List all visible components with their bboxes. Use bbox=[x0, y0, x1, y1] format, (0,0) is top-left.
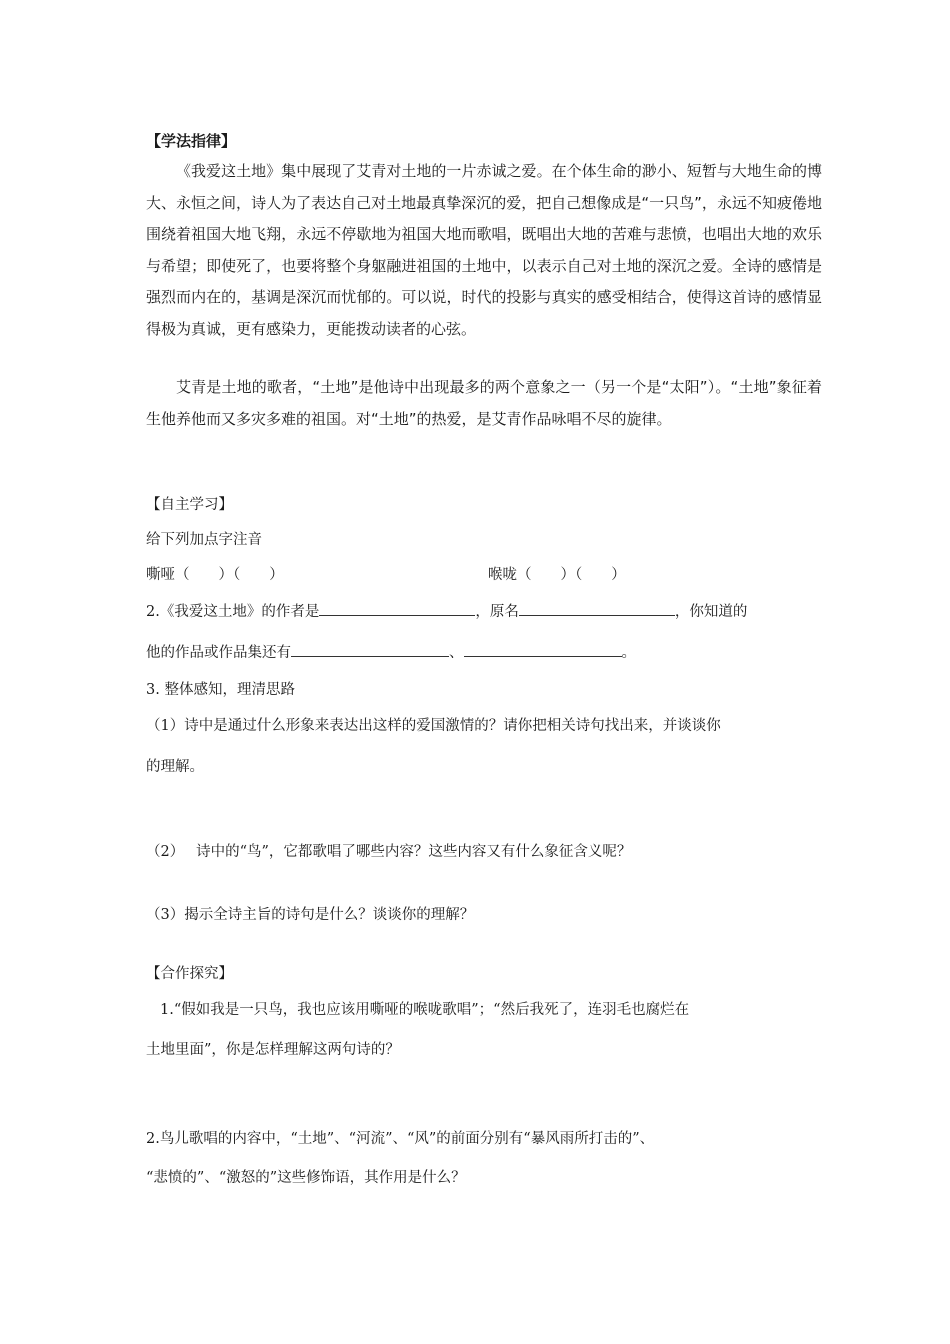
coop-question-2-line-1: 2.鸟儿歌唱的内容中，“土地”、“河流”、“风”的前面分别有“暴风雨所打击的”、 bbox=[146, 1131, 655, 1147]
question-2-text-d: 他的作品或作品集还有 bbox=[146, 645, 291, 661]
question-2-line-1 bbox=[146, 600, 747, 621]
original-name-blank[interactable] bbox=[519, 600, 675, 616]
pinyin-prompt: 给下列加点字注音 bbox=[146, 532, 262, 548]
question-2-text-b: ，原名 bbox=[475, 604, 519, 620]
question-2-text-a: 2.《我爱这土地》的作者是 bbox=[146, 604, 320, 620]
question-2-text-e: 、 bbox=[449, 645, 464, 661]
question-3-1-line-2: 的理解。 bbox=[146, 759, 204, 775]
pinyin-item-1: 嘶哑（ ）（ ） bbox=[146, 567, 284, 583]
works-blank-1[interactable] bbox=[291, 641, 449, 657]
question-3: 3. 整体感知，理清思路 bbox=[146, 682, 295, 698]
coop-question-2-line-2: “悲愤的”、“激怒的”这些修饰语，其作用是什么？ bbox=[146, 1170, 466, 1186]
guide-paragraph-1: 《我爱这土地》集中展现了艾青对土地的一片赤诚之爱。在个体生命的渺小、短暂与大地生命的博大、永恒之间，诗人为了表达自己对土地最真挚深沉的爱，把自己想像成是“一只鸟”，永远不知疲倦地围绕着祖国大地飞翔，永远不停歇地为祖国大地而歌唱，既唱出大地的苦难与悲愤，也唱出大地的欢乐与希望；即使死了，也要将整个身躯融进祖国的土地中，以表示自己对土地的深沉之爱。全诗的感情是强烈而内在的，基调是深沉而忧郁的。可以说，时代的投影与真实的感受相结合，使得这首诗的感情显得极为真诚，更有感染力，更能拨动读者的心弦。 bbox=[146, 162, 822, 338]
guide-paragraph-2: 艾青是土地的歌者，“土地”是他诗中出现最多的两个意象之一（另一个是“太阳”）。“土地”象征着生他养他而又多灾多难的祖国。对“土地”的热爱，是艾青作品咏唱不尽的旋律。 bbox=[146, 378, 822, 428]
question-2-text-c: ，你知道的 bbox=[674, 604, 748, 620]
question-2-text-f: 。 bbox=[621, 645, 636, 661]
question-2-line-2 bbox=[146, 641, 636, 662]
question-3-3: （3）揭示全诗主旨的诗句是什么？谈谈你的理解？ bbox=[146, 907, 475, 923]
coop-heading: 【合作探究】 bbox=[146, 966, 233, 982]
self-study-heading: 【自主学习】 bbox=[146, 497, 233, 513]
coop-question-1-line-1: 1.“假如我是一只鸟，我也应该用嘶哑的喉咙歌唱”；“然后我死了，连羽毛也腐烂在 bbox=[160, 1002, 690, 1018]
author-blank[interactable] bbox=[319, 600, 475, 616]
coop-question-1-line-2: 土地里面”，你是怎样理解这两句诗的？ bbox=[146, 1042, 400, 1058]
pinyin-item-2: 喉咙（ ）（ ） bbox=[488, 567, 626, 583]
question-3-1-line-1: （1）诗中是通过什么形象来表达出这样的爱国激情的？请你把相关诗句找出来，并谈谈你 bbox=[146, 718, 721, 734]
question-3-2: （2） 诗中的“鸟”，它都歌唱了哪些内容？这些内容又有什么象征含义呢？ bbox=[146, 844, 632, 860]
guide-heading: 【学法指律】 bbox=[146, 132, 237, 150]
works-blank-2[interactable] bbox=[464, 641, 622, 657]
